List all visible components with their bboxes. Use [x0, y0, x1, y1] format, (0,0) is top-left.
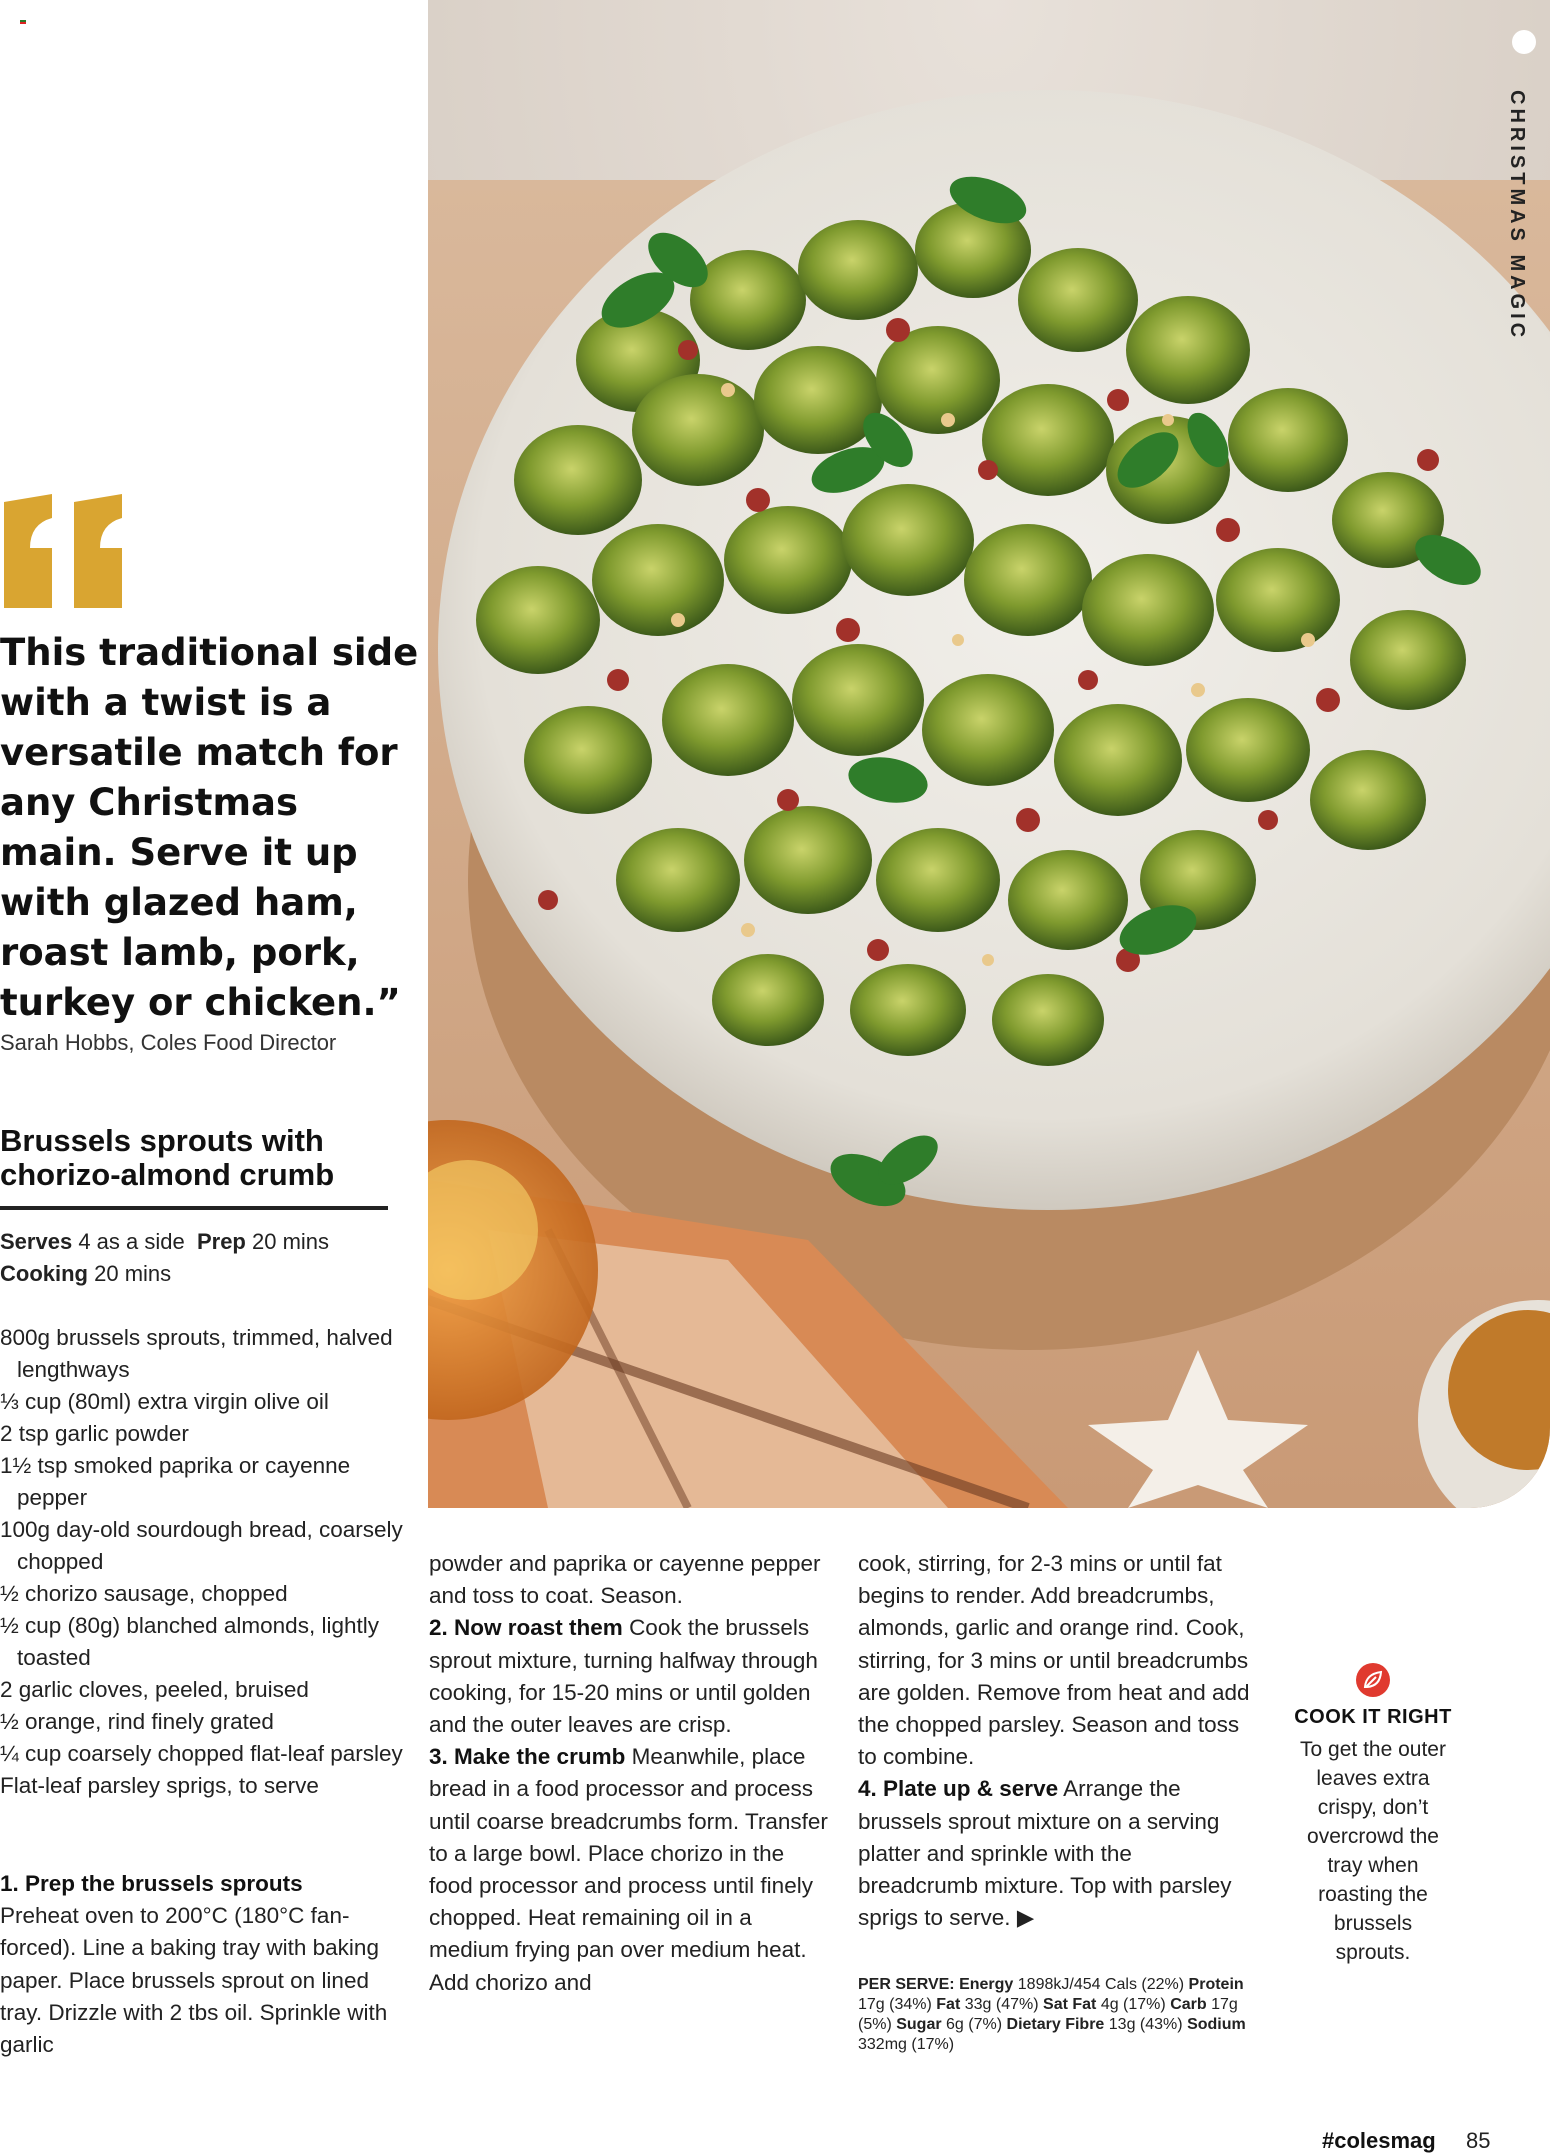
brussels-sprouts-platter-image — [428, 0, 1550, 1508]
method-step-3 — [429, 1741, 829, 1999]
serves-value: 4 as a side — [78, 1229, 185, 1254]
method-step-4 — [858, 1773, 1258, 1934]
step-2-text: Cook the brussels sprout mixture, turning halfway through cooking, for 15-20 mins or until golden and the outer leaves are crisp. — [429, 1615, 818, 1738]
footer-hashtag: #colesmag — [1322, 2128, 1436, 2153]
quote-attribution: Sarah Hobbs, Coles Food Director — [0, 1030, 337, 1055]
method-column-3 — [858, 1548, 1258, 1934]
energy-label: Energy — [959, 1976, 1014, 1993]
protein-value: 17g (34%) — [858, 1996, 932, 2013]
serves-label: Serves — [0, 1229, 73, 1254]
leaf-icon — [1355, 1662, 1391, 1698]
hero-photo — [428, 0, 1550, 1508]
ingredient-item: 800g brussels sprouts, trimmed, halved lengthways — [0, 1325, 393, 1382]
corner-flag-icon — [20, 20, 26, 26]
ingredient-item: ¼ cup coarsely chopped flat-leaf parsley — [0, 1741, 403, 1766]
recipe-meta — [0, 1226, 400, 1290]
ingredient-item: 1½ tsp smoked paprika or cayenne pepper — [0, 1453, 351, 1510]
step-1-title: 1. Prep the brussels sprouts — [0, 1871, 303, 1896]
quote-mark-right — [74, 494, 122, 608]
method-column-2 — [429, 1548, 829, 1999]
page-number: 85 — [1466, 2128, 1491, 2153]
energy-value: 1898kJ/454 Cals (22%) — [1017, 1976, 1185, 1993]
satfat-value: 4g (17%) — [1100, 1996, 1166, 2013]
ingredient-item: ½ cup (80g) blanched almonds, lightly toasted — [0, 1613, 379, 1670]
prep-label: Prep — [196, 1229, 246, 1254]
end-mark-icon: ▶ — [1016, 1905, 1035, 1931]
ingredients-list — [0, 1322, 410, 1802]
step-1-continued: powder and paprika or cayenne pepper and toss to coat. Season. — [429, 1551, 821, 1609]
sugar-label: Sugar — [896, 2016, 942, 2033]
fibre-label: Dietary Fibre — [1006, 2016, 1105, 2033]
tip-title: COOK IT RIGHT — [1294, 1706, 1452, 1728]
pull-quote: This traditional side with a twist is a versatile match for any Christmas main. Serve it up with glazed ham, roast lamb, pork, turkey or chicken.” — [0, 631, 419, 1024]
cooking-value: 20 mins — [94, 1261, 172, 1286]
method-step-1 — [0, 1868, 400, 2061]
sodium-label: Sodium — [1187, 2016, 1246, 2033]
step-4-title: 4. Plate up & serve — [858, 1776, 1059, 1802]
step-3-text: Meanwhile, place bread in a food processor and process until coarse breadcrumbs form. Transfer to a large bowl. Place chorizo in the food processor and process until finely chopped. Heat remaining oil in a medium frying pan over medium heat. Add chorizo and — [429, 1744, 828, 1995]
quote-mark-left — [4, 494, 52, 608]
step-4-text: Arrange the brussels sprout mixture on a serving platter and sprinkle with the breadcrumb mixture. Top with parsley sprigs to serve. — [858, 1776, 1232, 1931]
fat-label: Fat — [936, 1996, 961, 2013]
ingredient-item: 100g day-old sourdough bread, coarsely chopped — [0, 1517, 403, 1574]
step-1-text: Preheat oven to 200°C (180°C fan-forced). Line a baking tray with baking paper. Place brussels sprout on lined tray. Drizzle with 2 tbs oil. Sprinkle with garlic — [0, 1903, 388, 2058]
nutrition-label: PER SERVE: — [858, 1976, 955, 1993]
sodium-value: 332mg (17%) — [858, 2036, 955, 2053]
carb-value: 17g (5%) — [858, 1996, 1238, 2033]
step-3-continued: cook, stirring, for 2-3 mins or until fat begins to render. Add breadcrumbs, almonds, garlic and orange rind. Cook, stirring, for 3 mins or until breadcrumbs are golden. Remove from heat and add the chopped parsley. Season and toss to combine. — [858, 1551, 1250, 1770]
method-step-2 — [429, 1612, 829, 1741]
fat-value: 33g (47%) — [964, 1996, 1039, 2013]
ingredient-item: ½ orange, rind finely grated — [0, 1709, 274, 1734]
prep-value: 20 mins — [252, 1229, 330, 1254]
section-label: CHRISTMAS MAGIC — [1506, 90, 1528, 342]
carb-label: Carb — [1170, 1996, 1207, 2013]
protein-label: Protein — [1188, 1976, 1244, 1993]
satfat-label: Sat Fat — [1043, 1996, 1097, 2013]
cooking-label: Cooking — [0, 1261, 88, 1286]
ingredient-item: ½ chorizo sausage, chopped — [0, 1581, 288, 1606]
ingredient-item: Flat-leaf parsley sprigs, to serve — [0, 1773, 319, 1798]
tip-text: To get the outer leaves extra crispy, don’t overcrowd the tray when roasting the brussels sprouts. — [1300, 1738, 1446, 1964]
step-2-title: 2. Now roast them — [429, 1615, 623, 1641]
cook-it-right-tip — [1278, 1662, 1468, 1967]
ingredient-item: 2 tsp garlic powder — [0, 1421, 189, 1446]
section-dot — [1512, 30, 1536, 54]
title-divider — [0, 1206, 388, 1210]
step-3-title: 3. Make the crumb — [429, 1744, 626, 1770]
recipe-title: Brussels sprouts with chorizo-almond crumb — [0, 1123, 335, 1192]
ingredient-item: ⅓ cup (80ml) extra virgin olive oil — [0, 1389, 329, 1414]
ingredient-item: 2 garlic cloves, peeled, bruised — [0, 1677, 309, 1702]
fibre-value: 13g (43%) — [1108, 2016, 1183, 2033]
nutrition-info — [858, 1975, 1258, 2055]
sugar-value: 6g (7%) — [946, 2016, 1003, 2033]
quote-mark-icon — [0, 490, 130, 620]
method-column-1 — [0, 1868, 400, 2061]
